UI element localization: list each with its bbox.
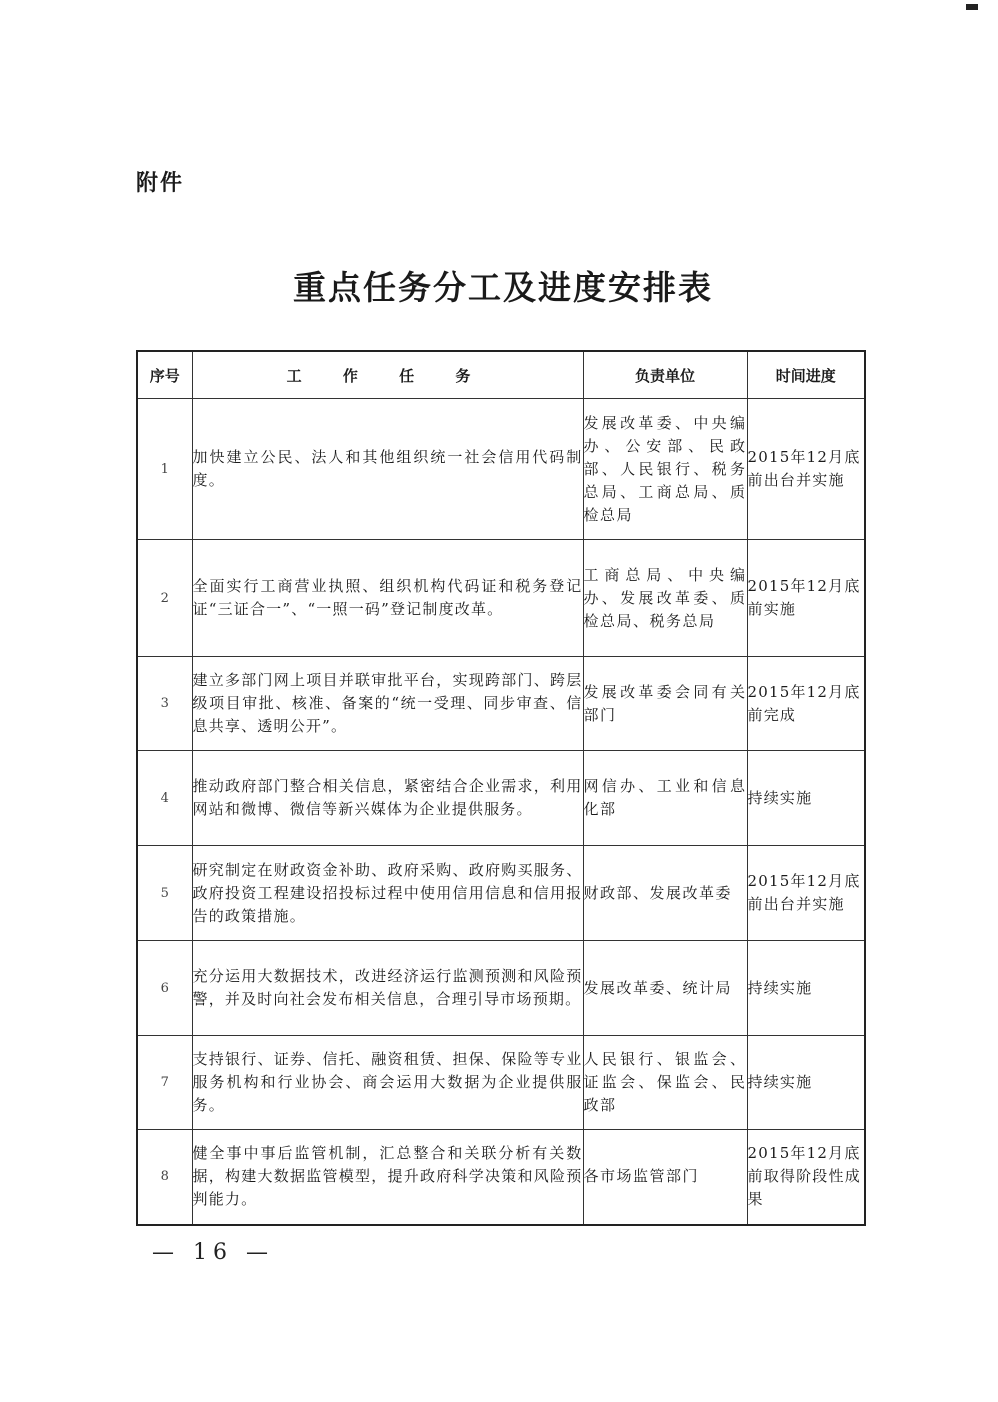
table-row — [137, 399, 865, 540]
row-task: 加快建立公民、法人和其他组织统一社会信用代码制度。 — [192, 399, 583, 540]
row-time: 2015年12月底前实施 — [747, 540, 865, 657]
row-num: 2 — [137, 540, 192, 657]
table-header-row — [137, 351, 865, 399]
table-row — [137, 1130, 865, 1225]
table-row — [137, 540, 865, 657]
row-unit: 工商总局、中央编办、发展改革委、质检总局、税务总局 — [583, 540, 747, 657]
row-time: 持续实施 — [747, 751, 865, 846]
row-time: 2015年12月底前出台并实施 — [747, 399, 865, 540]
row-task: 研究制定在财政资金补助、政府采购、政府购买服务、政府投资工程建设招投标过程中使用信用信息和信用报告的政策措施。 — [192, 846, 583, 941]
row-unit: 人民银行、银监会、证监会、保监会、民政部 — [583, 1036, 747, 1130]
row-task: 支持银行、证券、信托、融资租赁、担保、保险等专业服务机构和行业协会、商会运用大数据为企业提供服务。 — [192, 1036, 583, 1130]
header-unit: 负责单位 — [583, 351, 747, 399]
row-unit: 各市场监管部门 — [583, 1130, 747, 1225]
row-num: 1 — [137, 399, 192, 540]
row-unit: 财政部、发展改革委 — [583, 846, 747, 941]
row-num: 7 — [137, 1036, 192, 1130]
header-time: 时间进度 — [747, 351, 865, 399]
row-task: 推动政府部门整合相关信息，紧密结合企业需求，利用网站和微博、微信等新兴媒体为企业提供服务。 — [192, 751, 583, 846]
header-task: 工 作 任 务 — [192, 351, 583, 399]
row-task: 建立多部门网上项目并联审批平台，实现跨部门、跨层级项目审批、核准、备案的“统一受理、同步审查、信息共享、透明公开”。 — [192, 657, 583, 751]
scan-edge-mark — [966, 4, 978, 10]
row-num: 4 — [137, 751, 192, 846]
row-num: 3 — [137, 657, 192, 751]
table-row — [137, 846, 865, 941]
row-unit: 网信办、工业和信息化部 — [583, 751, 747, 846]
header-num: 序号 — [137, 351, 192, 399]
row-task: 充分运用大数据技术，改进经济运行监测预测和风险预警，并及时向社会发布相关信息，合理引导市场预期。 — [192, 941, 583, 1036]
row-time: 持续实施 — [747, 941, 865, 1036]
table-row — [137, 1036, 865, 1130]
attachment-label: 附件 — [136, 171, 185, 196]
row-num: 8 — [137, 1130, 192, 1225]
page-title: 重点任务分工及进度安排表 — [293, 268, 713, 307]
row-unit: 发展改革委会同有关部门 — [583, 657, 747, 751]
row-num: 6 — [137, 941, 192, 1036]
row-time: 2015年12月底前完成 — [747, 657, 865, 751]
row-task: 健全事中事后监管机制，汇总整合和关联分析有关数据，构建大数据监管模型，提升政府科学决策和风险预判能力。 — [192, 1130, 583, 1225]
row-time: 持续实施 — [747, 1036, 865, 1130]
row-task: 全面实行工商营业执照、组织机构代码证和税务登记证“三证合一”、“一照一码”登记制度改革。 — [192, 540, 583, 657]
table-row — [137, 657, 865, 751]
row-unit: 发展改革委、中央编办、公安部、民政部、人民银行、税务总局、工商总局、质检总局 — [583, 399, 747, 540]
row-num: 5 — [137, 846, 192, 941]
table-row — [137, 941, 865, 1036]
page-number: — 16 — — [152, 1240, 274, 1265]
task-table — [136, 350, 866, 1226]
row-time: 2015年12月底前取得阶段性成果 — [747, 1130, 865, 1225]
row-unit: 发展改革委、统计局 — [583, 941, 747, 1036]
table-row — [137, 751, 865, 846]
row-time: 2015年12月底前出台并实施 — [747, 846, 865, 941]
